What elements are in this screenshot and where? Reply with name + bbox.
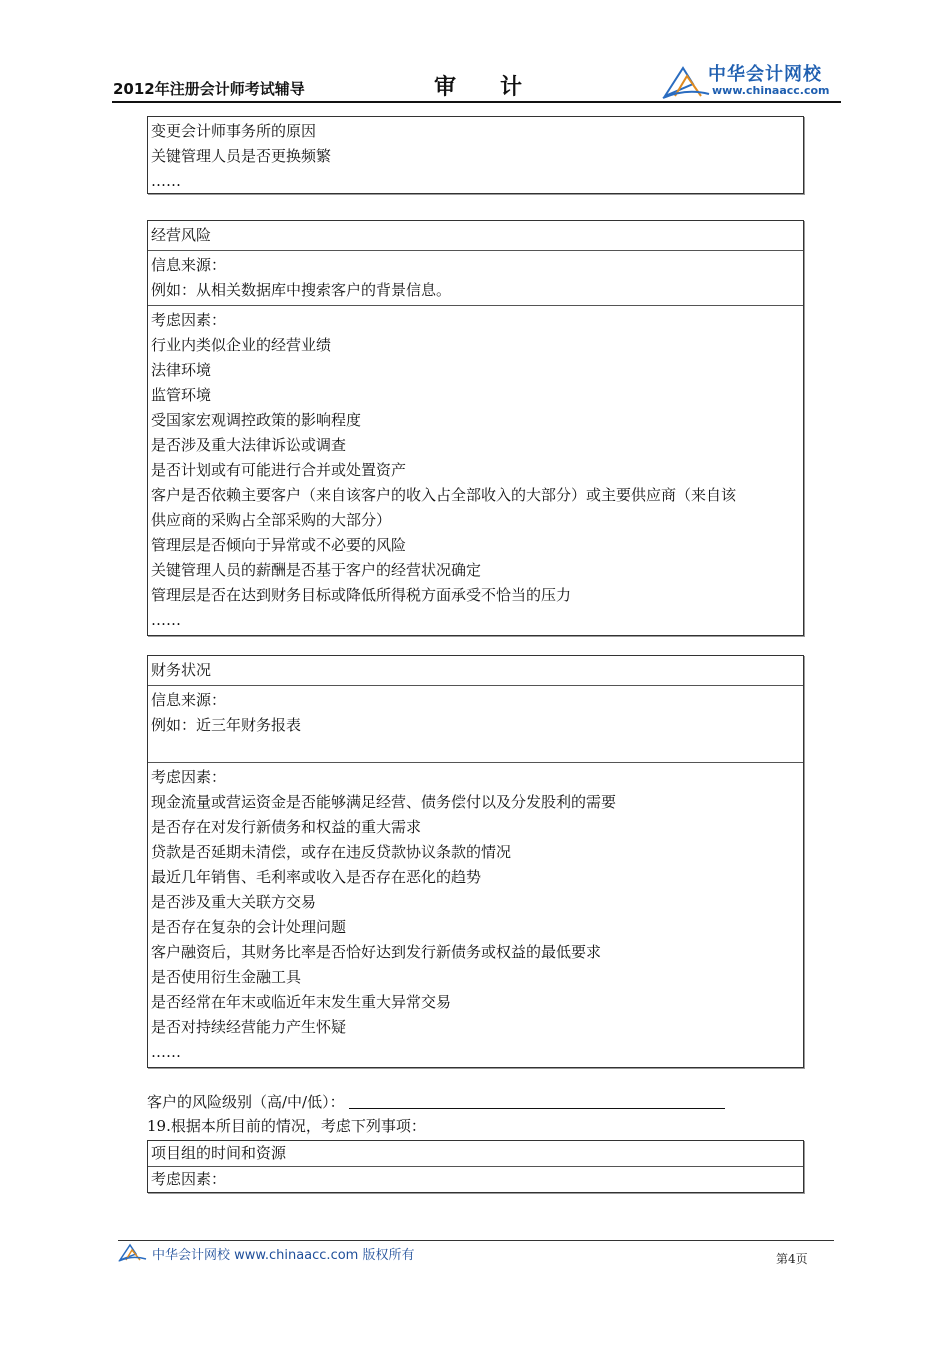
footer-copyright: 中华会计网校 www.chinaacc.com 版权所有 [152, 1248, 415, 1263]
page-number: 第4页 [776, 1252, 808, 1266]
factor-line: 贷款是否延期未清偿，或存在违反贷款协议条款的情况 [151, 843, 512, 861]
footer-logo-icon [118, 1242, 148, 1262]
factor-line: 受国家宏观调控政策的影响程度 [151, 411, 362, 429]
financial-status-title: 财务状况 [151, 661, 212, 679]
factor-line: …… [151, 1043, 181, 1061]
header-url: www.chinaacc.com [712, 84, 830, 97]
team-resources-box [147, 1140, 804, 1193]
team-resources-title-cell [148, 1141, 803, 1167]
factor-line: 行业内类似企业的经营业绩 [151, 336, 332, 354]
item-19: 19.根据本所目前的情况，考虑下列事项： [147, 1117, 426, 1135]
factor-line: 最近几年销售、毛利率或收入是否存在恶化的趋势 [151, 868, 482, 886]
business-risk-box [147, 220, 804, 636]
source-line: 例如：从相关数据库中搜索客户的背景信息。 [151, 281, 452, 299]
continuation-box [147, 116, 804, 194]
source-line: 信息来源： [151, 691, 227, 709]
factor-line: 客户是否依赖主要客户（来自该客户的收入占全部收入的大部分）或主要供应商（来自该 [151, 486, 737, 504]
factor-line: 是否计划或有可能进行合并或处置资产 [151, 461, 407, 479]
business-risk-title: 经营风险 [151, 226, 212, 244]
factor-line: 考虑因素： [151, 311, 227, 329]
box1-line: 变更会计师事务所的原因 [151, 122, 317, 140]
factor-line: 是否对持续经营能力产生怀疑 [151, 1018, 347, 1036]
header-brand: 中华会计网校 [708, 64, 822, 85]
factor-line: 是否涉及重大法律诉讼或调查 [151, 436, 347, 454]
team-resources-factors-cell [148, 1167, 803, 1192]
financial-status-box [147, 655, 804, 1068]
header-course-title: 2012年注册会计师考试辅导 [113, 80, 305, 98]
factor-label: 考虑因素： [151, 1170, 227, 1188]
header-rule [112, 101, 841, 103]
team-resources-title: 项目组的时间和资源 [151, 1144, 287, 1162]
factor-line: 客户融资后，其财务比率是否恰好达到发行新债务或权益的最低要求 [151, 943, 602, 961]
source-line: 信息来源： [151, 256, 227, 274]
factor-line: 监管环境 [151, 386, 212, 404]
factor-line: 是否涉及重大关联方交易 [151, 893, 317, 911]
risk-level-blank[interactable] [349, 1092, 725, 1109]
factor-line: 法律环境 [151, 361, 212, 379]
footer-rule [118, 1240, 834, 1241]
factor-line: 现金流量或营运资金是否能够满足经营、债务偿付以及分发股利的需要 [151, 793, 617, 811]
factor-line: 是否使用衍生金融工具 [151, 968, 302, 986]
risk-level-label: 客户的风险级别（高/中/低）： [147, 1093, 345, 1111]
business-risk-source-cell [148, 251, 803, 306]
factor-line: 供应商的采购占全部采购的大部分） [151, 511, 392, 529]
factor-line: 考虑因素： [151, 768, 227, 786]
factor-line: 管理层是否倾向于异常或不必要的风险 [151, 536, 407, 554]
source-line: 例如：近三年财务报表 [151, 716, 302, 734]
header-subject-title: 审计 [434, 75, 567, 100]
financial-status-source-cell [148, 686, 803, 763]
business-risk-title-cell [148, 221, 803, 251]
box1-line: …… [151, 172, 181, 190]
factor-line: 关键管理人员的薪酬是否基于客户的经营状况确定 [151, 561, 482, 579]
factor-line: 是否存在对发行新债务和权益的重大需求 [151, 818, 422, 836]
factor-line: 是否存在复杂的会计处理问题 [151, 918, 347, 936]
factor-line: …… [151, 611, 181, 629]
financial-status-factors-cell [148, 763, 803, 1067]
financial-status-title-cell [148, 656, 803, 686]
factor-line: 是否经常在年末或临近年末发生重大异常交易 [151, 993, 452, 1011]
business-risk-factors-cell [148, 306, 803, 635]
factor-line: 管理层是否在达到财务目标或降低所得税方面承受不恰当的压力 [151, 586, 572, 604]
risk-level-row [147, 1090, 725, 1114]
box1-line: 关键管理人员是否更换频繁 [151, 147, 332, 165]
